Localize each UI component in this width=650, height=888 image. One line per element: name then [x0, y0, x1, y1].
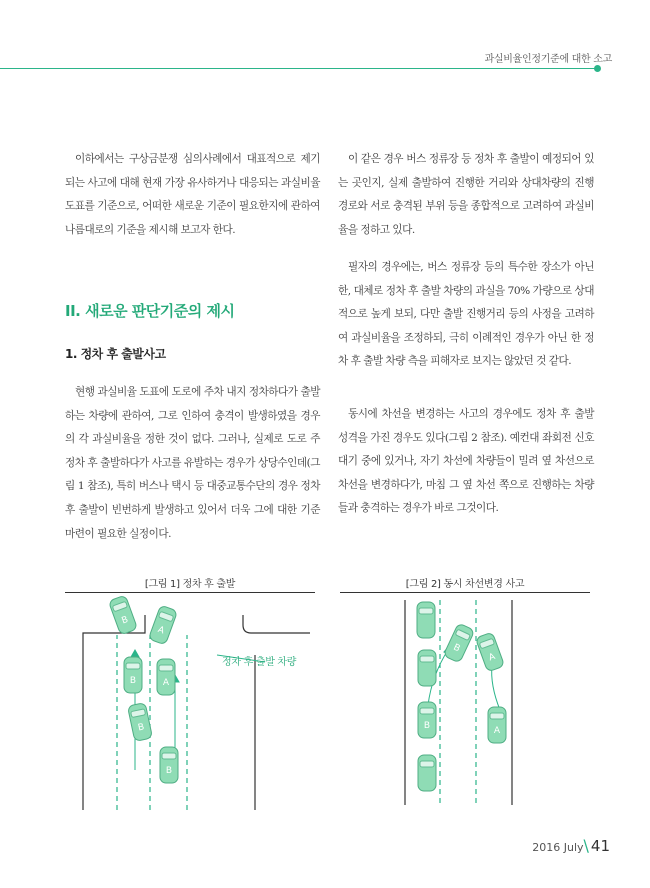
- issue-date: 2016 July: [532, 841, 584, 854]
- header-rule: [0, 68, 598, 69]
- figure-1-rule: [65, 592, 315, 593]
- svg-text:A: A: [162, 678, 170, 688]
- header-dot: [594, 65, 601, 72]
- road-corner-edge: [243, 615, 310, 633]
- car-b-2: [124, 657, 142, 693]
- body-paragraph: 현행 과실비율 도표에 도로에 주차 내지 정차하다가 출발하는 차량에 관하여, 그로 인하여 충격이 발생하였을 경우의 각 과실비율을 정한 것이 없다. 그러나, 실제로 도로 주정차 후 출발하다가 사고를 유발하는 경우가 상당수인데(그림 1 참조), 특히 버스나 택시 등 대중교통수단의 경우 정차 후 출발이 빈번하게 발생하고 있어서 더욱 그에 대한 기준 마련이 필요한 실정이다.: [65, 386, 320, 540]
- car-b-start: [418, 702, 436, 738]
- car-a-2: [157, 659, 175, 695]
- figure-2-caption: [그림 2] 동시 차선변경 사고: [405, 579, 525, 590]
- right-paragraph-3: 동시에 차선을 변경하는 사고의 경우에도 정차 후 출발 성격을 가진 경우도 있다(그림 2 참조). 예컨대 좌회전 신호 대기 중에 있거나, 자기 차선에 차량들이 밀려 옆 차선으로 차선을 변경하다가, 마침 그 옆 차선 쪽으로 진행하는 차량들과 충격하는 경우가 바로 그것이다.: [338, 408, 594, 515]
- section-title: II. 새로운 판단기준의 제시: [65, 302, 235, 320]
- car-top-left: [417, 602, 435, 638]
- car-a-moving: [475, 632, 504, 672]
- car-b-3: [127, 703, 152, 742]
- car-a-1: [148, 605, 177, 645]
- svg-text:B: B: [129, 676, 137, 686]
- car-b-1: [108, 595, 137, 635]
- car-b-4: [160, 747, 178, 783]
- svg-text:B: B: [451, 642, 462, 655]
- car-a-start: [488, 707, 506, 743]
- right-paragraph-2: 필자의 경우에는, 버스 정류장 등의 특수한 장소가 아닌 한, 대체로 정차 후 출발 차량의 과실을 70% 가량으로 상대적으로 높게 보되, 다만 출발 진행거리 등의 사정을 고려하여 과실비율을 조정하되, 극히 이례적인 경우가 아닌 한 정차 후 출발 차량 측을 피해자로 보지는 않았던 것 같다.: [338, 261, 594, 368]
- figure-1-caption: [그림 1] 정차 후 출발: [144, 579, 236, 590]
- right-paragraph-1: 이 같은 경우 버스 정류장 등 정차 후 출발이 예정되어 있는 곳인지, 실제 출발하여 진행한 거리와 상대차량의 진행 경로와 서로 충격된 부위 등을 종합적으로 고려하여 과실비율을 정하고 있다.: [338, 153, 594, 236]
- svg-text:A: A: [156, 624, 166, 637]
- running-header: 과실비율인정기준에 대한 소고: [484, 54, 612, 65]
- svg-text:A: A: [487, 651, 497, 664]
- figure-1-diagram: [65, 595, 325, 810]
- svg-text:B: B: [120, 614, 130, 627]
- intro-paragraph: 이하에서는 구상금분쟁 심의사례에서 대표적으로 제기되는 사고에 대해 현재 가장 유사하거나 대응되는 과실비율 도표를 기준으로, 어떠한 새로운 기준이 필요한지에 관하여 나름대로의 기준을 제시해 보고자 한다.: [65, 153, 320, 236]
- figure-1-annotation: 정차 후 출발 차량: [222, 657, 297, 668]
- car-left-4: [418, 755, 436, 791]
- svg-text:A: A: [493, 726, 501, 736]
- svg-text:B: B: [165, 766, 173, 776]
- svg-text:B: B: [137, 722, 146, 734]
- page-footer: 2016 July\ 41: [532, 836, 610, 855]
- car-left-2: [418, 650, 436, 686]
- svg-text:B: B: [423, 721, 431, 731]
- car-b-moving: [443, 623, 475, 663]
- figure-2-rule: [340, 592, 590, 593]
- subsection-title: 1. 정차 후 출발사고: [65, 347, 166, 361]
- page-number: 41: [590, 837, 610, 855]
- figure-2-diagram: [340, 595, 590, 810]
